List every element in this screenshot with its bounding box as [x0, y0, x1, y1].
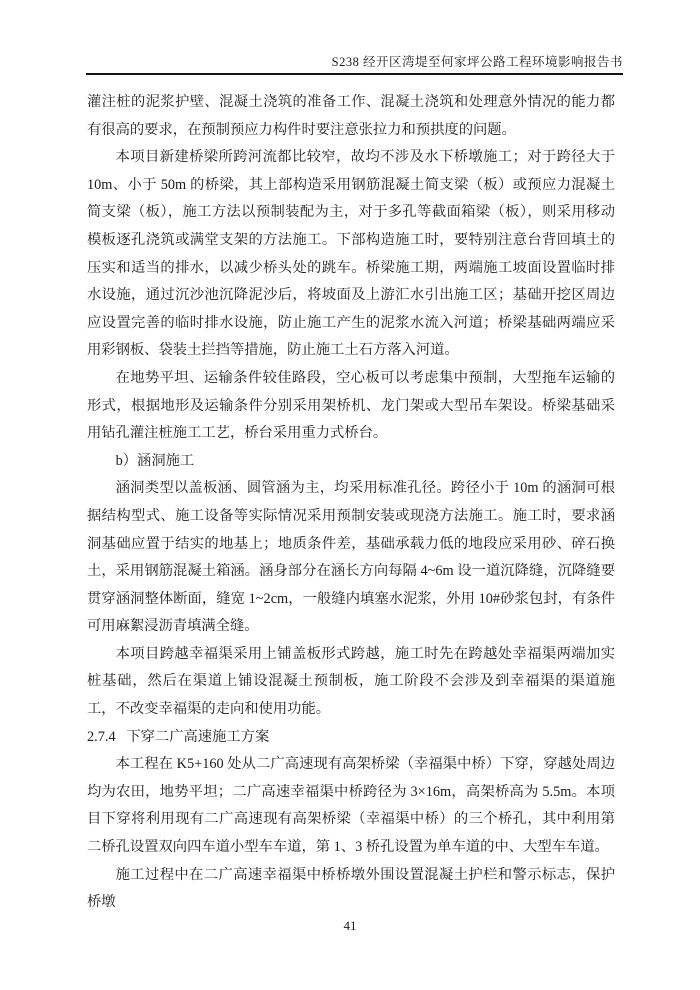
document-body [87, 89, 615, 917]
para-pier-protection: 施工过程中在二广高速幸福渠中桥桥墩外围设置混凝土护栏和警示标志，保护桥墩 [87, 866, 615, 911]
para-hollow-slab-erection: 在地势平坦、运输条件较佳路段，空心板可以考虑集中预制，大型拖车运输的形式，根据地形及运输条件分别采用架桥机、龙门架或大型吊车架设。桥梁基础采用钻孔灌注桩施工工艺，桥台采用重力式桥台。 [87, 369, 615, 442]
section-heading-274 [87, 724, 615, 752]
page-header [86, 52, 623, 70]
section-number: 2.7.4 [87, 728, 116, 745]
para-pile-casting-requirements: 灌注桩的泥浆护壁、混凝土浇筑的准备工作、混凝土浇筑和处理意外情况的能力都有很高的要求，在预制预应力构件时要注意张拉力和预拱度的问题。 [87, 94, 615, 138]
para-xingfu-canal-crossing: 本项目跨越幸福渠采用上铺盖板形式跨越，施工时先在跨越处幸福渠两端加实桩基础，然后在渠道上铺设混凝土预制板，施工阶段不会涉及到幸福渠的渠道施工，不改变幸福渠的走向和使用功能。 [87, 645, 615, 718]
para-bridge-construction: 本项目新建桥梁所跨河流都比较窄，故均不涉及水下桥墩施工；对于跨径大于 10m、小于 50m 的桥梁，其上部构造采用钢筋混凝土简支梁（板）或预应力混凝土简支梁（板），施工方法以预制装配为主，对于多孔等截面箱梁（板），则采用移动模板逐孔浇筑或满堂支架的方法施工。下部构造施工时，要特别注意台背回填土的压实和适当的排水，以减少桥头处的跳车。桥梁施工期，两端施工坡面设置临时排水设施，通过沉沙池沉降泥沙后，将坡面及上游汇水引出施工区；基础开挖区周边应设置完善的临时排水设施，防止施工产生的泥浆水流入河道；桥梁基础两端应采用彩钢板、袋装土拦挡等措施，防止施工土石方落入河道。 [87, 149, 615, 359]
para-underpass-expressway: 本工程在 K5+160 处从二广高速现有高架桥梁（幸福渠中桥）下穿，穿越处周边均为农田，地势平坦；二广高速幸福渠中桥跨径为 3×16m，高架桥高为 5.5m。本项目下穿将利用现有二广高速现有高架桥梁（幸福渠中桥）的三个桥孔，其中利用第二桥孔设置双向四车道小型车车道，第 1、3 桥孔设置为单车道的中、大型车车道。 [87, 756, 615, 856]
para-culvert-types: 涵洞类型以盖板涵、圆管涵为主，均采用标准孔径。跨径小于 10m 的涵洞可根据结构型式、施工设备等实际情况采用预制安装或现浇方法施工。施工时，要求涵洞基础应置于结实的地基上；地质条件差，基础承载力低的地段应采用砂、碎石换土，采用钢筋混凝土箱涵。涵身部分在涵长方向每隔 4~6m 设一道沉降缝，沉降缝要贯穿涵洞整体断面，缝宽 1~2cm，一般缝内填塞水泥浆，外用 10#砂浆包封，有条件可用麻絮浸沥青填满全缝。 [87, 480, 615, 635]
report-title: S238 经开区湾堤至何家坪公路工程环境影响报告书 [331, 55, 623, 69]
subheading-culvert-construction: b）涵洞施工 [115, 452, 195, 469]
page-number: 41 [343, 918, 357, 933]
page-footer [0, 918, 700, 934]
section-title: 下穿二广高速施工方案 [126, 728, 270, 745]
header-rule [86, 73, 623, 75]
